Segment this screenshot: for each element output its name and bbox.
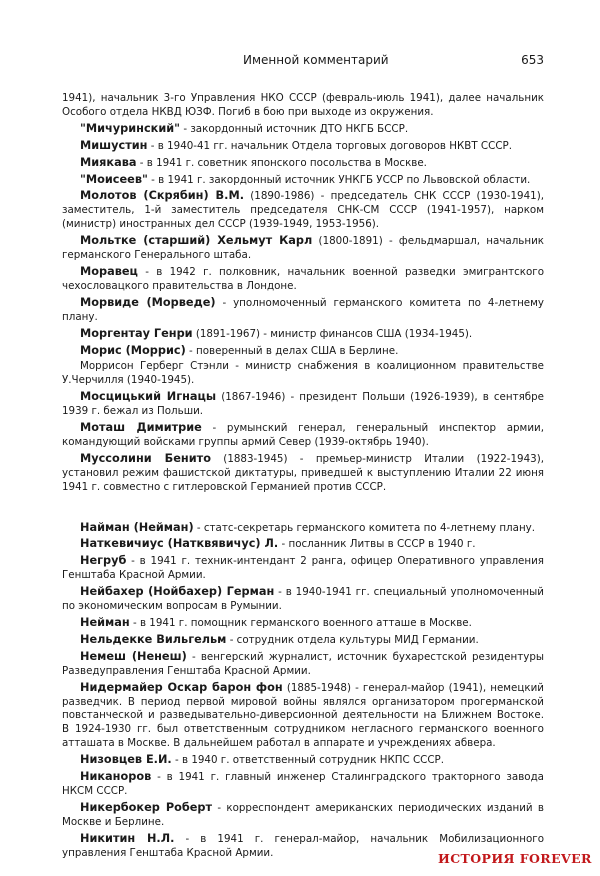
entry-text: 1941), начальник 3-го Управления НКО СССР (февраль-июль 1941), далее начальник Особого отдела НКВД ЮЗФ. Погиб в бою при выходе из окружения. xyxy=(62,92,544,118)
entry-name: Морвиде (Морведе) xyxy=(80,295,216,309)
entry xyxy=(62,801,544,830)
entry xyxy=(62,521,544,536)
entry-name: Нейбахер (Нойбахер) Герман xyxy=(80,585,275,599)
entry-name: Негруб xyxy=(80,554,127,568)
entry-text: - в 1941 г. советник японского посольства в Москве. xyxy=(136,156,427,169)
entry-name: Мишустин xyxy=(80,138,148,152)
entry xyxy=(62,360,544,388)
entry-name: Мосцицький Игнацы xyxy=(80,390,217,404)
entry xyxy=(62,189,544,232)
entry-name: Никаноров xyxy=(80,770,152,784)
entry-name: Муссолини Бенито xyxy=(80,451,211,465)
running-title: Именной комментарий xyxy=(243,53,389,67)
entry-text: - закордонный источник ДТО НКГБ БССР. xyxy=(180,122,409,135)
entry xyxy=(62,421,544,450)
entry-name: Нидермайер Оскар барон фон xyxy=(80,680,283,694)
entry xyxy=(62,554,544,583)
entry-text: - уполномоченный германского комитета по 4-летнему плану. xyxy=(62,296,544,323)
entry xyxy=(62,616,544,631)
entry-text: - в 1941 г. техник-интендант 2 ранга, офицер Оперативного управления Генштаба Красной Армии. xyxy=(62,555,544,582)
entry-text: - в 1940 г. ответственный сотрудник НКПС СССР. xyxy=(171,754,445,767)
entry-name: Наткевичиус (Натквявичус) Л. xyxy=(80,537,279,551)
entry-text: (1883-1945) - премьер-министр Италии (1922-1943), установил режим фашистской диктатуры, приведшей к выступлению Италии 22 июня 1941 г. совместно с гитлеровской Германией против СССР. xyxy=(62,452,544,493)
entry-text: - в 1940-1941 гг. специальный уполномоченный по экономическим вопросам в Румынии. xyxy=(62,586,544,613)
entry-name: Моташ Димитрие xyxy=(80,421,202,435)
entry xyxy=(62,296,544,325)
entry-text: Моррисон Герберг Стэнли - министр снабжения в коалиционном правительстве У.Черчилля (1940-1945). xyxy=(62,360,544,387)
entry-text: (1891-1967) - министр финансов США (1934-1945). xyxy=(192,327,473,340)
entry xyxy=(62,537,544,552)
entry-name: Моравец xyxy=(80,264,138,278)
entry xyxy=(62,139,544,154)
entry-continuation xyxy=(62,92,544,120)
entry xyxy=(62,234,544,263)
entry xyxy=(62,344,544,359)
entry-name: Морис (Моррис) xyxy=(80,343,186,357)
entry-name: Нельдекке Вильгельм xyxy=(80,632,227,646)
entry xyxy=(62,390,544,419)
entry-text: (1867-1946) - президент Польши (1926-1939), в сентябре 1939 г. бежал из Польши. xyxy=(62,391,544,418)
entry-text: - венгерский журналист, источник бухарестской резидентуры Разведуправления Генштаба Красной Армии. xyxy=(62,650,544,677)
entry xyxy=(62,753,544,768)
entry xyxy=(62,585,544,614)
entry-text: - в 1941 г. помощник германского военного атташе в Москве. xyxy=(129,617,472,629)
entry-name: Найман (Нейман) xyxy=(80,520,194,534)
entry-text: - поверенный в делах США в Берлине. xyxy=(185,344,399,357)
entry-name: Молотов (Скрябин) В.М. xyxy=(80,189,244,203)
entry-text: (1885-1948) - генерал-майор (1941), немецкий разведчик. В период первой мировой войны являлся организатором прогерманской повстанческой и разведывательно-диверсионной деятельности на Ближнем Востоке. В 1924-1930 гг. был ответственным сотрудником негласного германского военного атташата в Москве. В дальнейшем работал в аппарате и учреждениях абвера. xyxy=(62,681,544,750)
entry-name: Моргентау Генри xyxy=(80,326,193,340)
entry-text: - корреспондент американских периодических изданий в Москве и Берлине. xyxy=(62,801,544,828)
running-header xyxy=(62,53,544,73)
entry xyxy=(62,265,544,294)
entry-name: Немеш (Ненеш) xyxy=(80,649,187,663)
entry xyxy=(62,650,544,679)
entry-name: Низовцев Е.И. xyxy=(80,753,172,767)
entry-name: Никербокер Роберт xyxy=(80,800,213,814)
name-index-content xyxy=(62,92,544,863)
entry-text: (1890-1986) - председатель СНК СССР (1930-1941), заместитель, 1-й заместитель председателя СНК-СМ СССР (1941-1957), нарком (министр) иностранных дел СССР (1939-1949, 1953-1956). xyxy=(62,190,544,231)
entry xyxy=(62,122,544,137)
entry-name: Нейман xyxy=(80,616,130,629)
entry xyxy=(62,633,544,648)
entry xyxy=(62,327,544,342)
entry xyxy=(62,770,544,799)
entry-text: - в 1942 г. полковник, начальник военной разведки эмигрантского чехословацкого правительства в Лондоне. xyxy=(62,265,544,292)
entry-text: - посланник Литвы в СССР в 1940 г. xyxy=(278,538,476,551)
watermark-logo: ИСТОРИЯ FOREVER xyxy=(438,851,592,866)
entry-text: - в 1941 г. главный инженер Сталинградского тракторного завода НКСМ СССР. xyxy=(62,771,544,797)
entry xyxy=(62,452,544,495)
entry-text: - сотрудник отдела культуры МИД Германии. xyxy=(226,633,479,646)
entry-text: - в 1941 г. генерал-майор, начальник Мобилизационного управления Генштаба Красной Армии. xyxy=(62,832,544,859)
entry-name: Никитин Н.Л. xyxy=(80,831,175,845)
entry xyxy=(62,681,544,752)
entry xyxy=(62,173,544,188)
entry-name: Мольтке (старший) Хельмут Карл xyxy=(80,234,313,248)
entry-name: "Моисеев" xyxy=(80,172,148,186)
entry xyxy=(62,156,544,171)
entry-text: - в 1940-41 гг. начальник Отдела торговых договоров НКВТ СССР. xyxy=(147,139,512,152)
entry-name: "Мичуринский" xyxy=(80,121,181,135)
entry-name: Миякава xyxy=(80,155,137,169)
entry-text: - статс-секретарь германского комитета по 4-летнему плану. xyxy=(193,521,536,534)
entry-text: - в 1941 г. закордонный источник УНКГБ УССР по Львовской области. xyxy=(147,173,531,186)
entry-text: (1800-1891) - фельдмаршал, начальник германского Генерального штаба. xyxy=(62,235,545,262)
entry-text: - румынский генерал, генеральный инспектор армии, командующий войсками группы армий Север (1939-октябрь 1940). xyxy=(62,422,544,448)
page-number: 653 xyxy=(521,53,544,67)
